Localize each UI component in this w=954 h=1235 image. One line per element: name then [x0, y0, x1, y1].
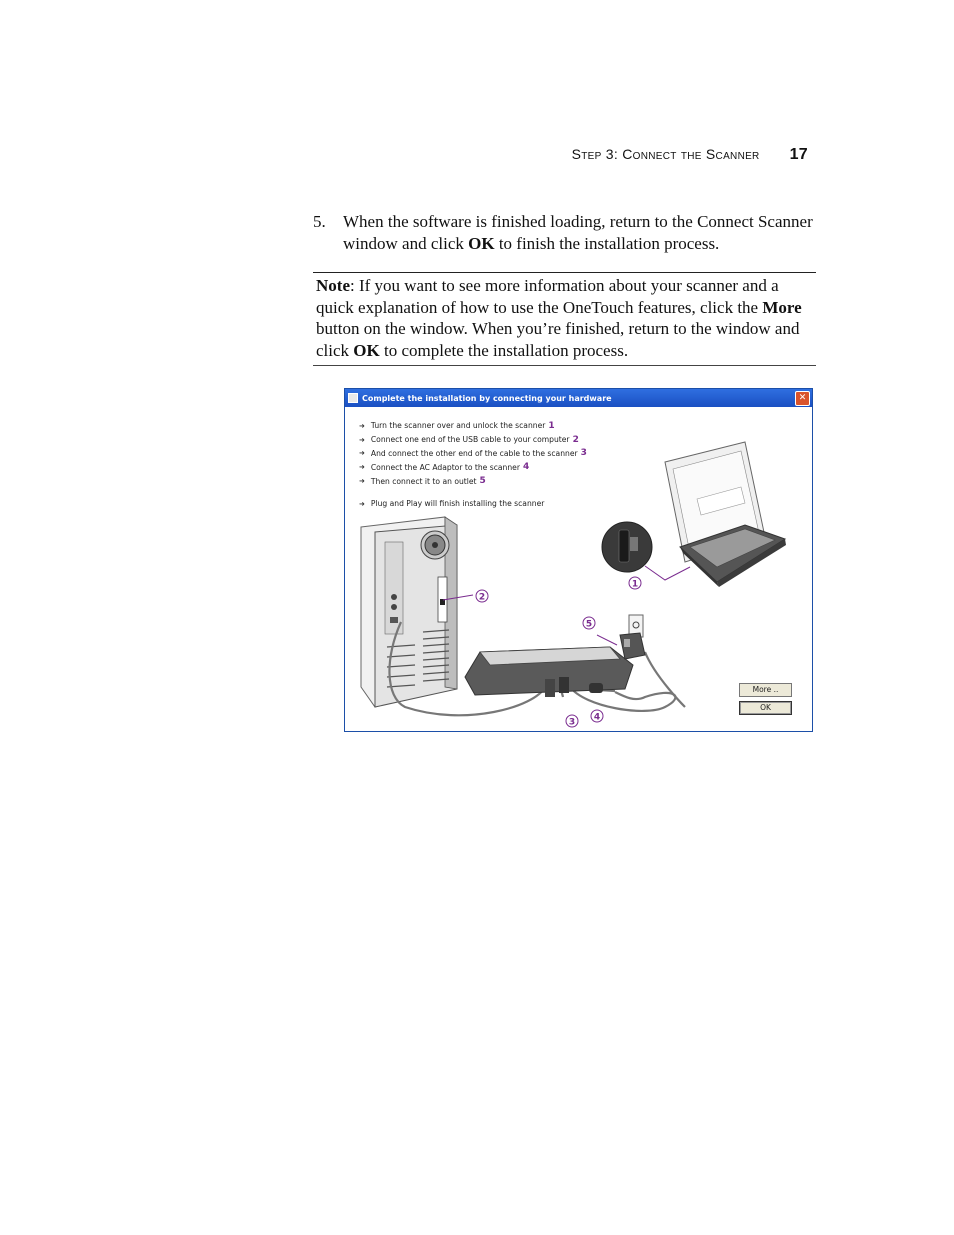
instruction-number: 2 — [572, 434, 579, 445]
instruction-number: 4 — [522, 462, 530, 473]
note-box — [313, 272, 816, 366]
callout-5: 5 — [585, 619, 593, 630]
step-text — [343, 211, 813, 254]
more-button[interactable]: More .. — [739, 683, 792, 697]
step-text-part: to finish the installation process. — [494, 233, 720, 253]
callout-lines — [443, 566, 690, 645]
list-item — [359, 474, 587, 488]
list-item — [359, 447, 587, 461]
connect-hardware-dialog — [344, 388, 813, 732]
instruction-text: And connect the other end of the cable to the scanner — [370, 448, 578, 458]
instruction-number: 1 — [548, 420, 555, 431]
step-text-part: When the software is finished loading, return to the Connect Scanner window and click — [343, 212, 813, 253]
instruction-text: Connect one end of the USB cable to your computer — [370, 435, 570, 445]
lock-detail — [602, 522, 652, 572]
page-number: 17 — [789, 146, 808, 163]
instruction-text: Then connect it to an outlet — [370, 476, 477, 486]
callout-2: 2 — [478, 592, 486, 603]
step-5 — [313, 211, 813, 254]
step-number: 5. — [313, 212, 326, 231]
instruction-text: Plug and Play will finish installing the scanner — [370, 499, 545, 509]
arrow-bullet-icon: ➜ — [359, 435, 365, 444]
power-adaptor — [620, 615, 645, 659]
callout-3: 3 — [568, 717, 576, 728]
app-icon — [348, 393, 358, 403]
arrow-bullet-icon: ➜ — [359, 421, 365, 430]
instruction-number: 5 — [479, 476, 486, 487]
note-bold-more: More — [762, 297, 802, 317]
arrow-bullet-icon: ➜ — [359, 463, 365, 472]
close-icon[interactable]: ✕ — [795, 391, 810, 406]
arrow-bullet-icon: ➜ — [359, 499, 365, 508]
arrow-bullet-icon: ➜ — [359, 477, 365, 486]
chapter-title: Step 3: Connect the Scanner — [571, 146, 760, 162]
dialog-title: Complete the installation by connecting your hardware — [362, 393, 612, 403]
note-label: Note — [316, 276, 350, 295]
list-item — [359, 460, 587, 474]
note-text: button on the window. When you’re finished, return to the window and click — [316, 319, 800, 360]
list-item — [359, 433, 587, 447]
note-text: to complete the installation process. — [379, 340, 629, 360]
arrow-bullet-icon: ➜ — [359, 449, 365, 458]
instruction-number: 3 — [580, 448, 587, 459]
scanner-front — [465, 647, 633, 697]
instruction-list — [359, 419, 587, 511]
step-bold-ok: OK — [468, 233, 495, 253]
note-text: : If you want to see more information about your scanner and a quick explanation of how to use the OneTouch features, click the — [316, 276, 779, 317]
ok-button[interactable]: OK — [739, 701, 792, 715]
instruction-text: Turn the scanner over and unlock the scanner — [370, 421, 546, 431]
list-item — [359, 419, 587, 433]
callout-1: 1 — [631, 579, 639, 590]
running-header — [572, 146, 808, 164]
list-item — [359, 497, 587, 511]
instruction-text: Connect the AC Adaptor to the scanner — [370, 462, 520, 472]
dialog-titlebar[interactable] — [345, 389, 812, 407]
scanner-open — [665, 442, 786, 587]
callout-4: 4 — [593, 712, 601, 723]
note-bold-ok: OK — [353, 340, 380, 360]
computer-tower — [361, 517, 457, 707]
